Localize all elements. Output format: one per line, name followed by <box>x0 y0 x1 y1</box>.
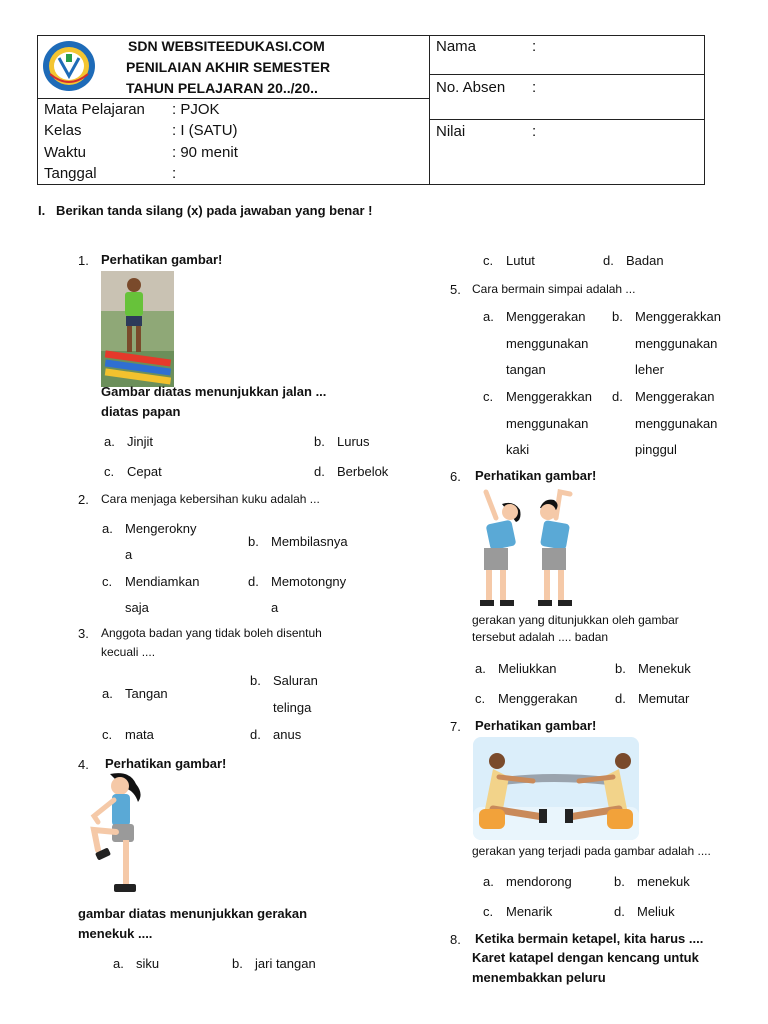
q3-option-b-line1[interactable]: Saluran <box>273 673 318 688</box>
q4-option-c[interactable]: Lutut <box>506 253 535 268</box>
q2-option-a-line2[interactable]: a <box>125 547 133 562</box>
q5-option-b-line3[interactable]: leher <box>635 362 664 377</box>
q4-option-a[interactable]: siku <box>136 956 160 971</box>
q8-line3: menembakkan peluru <box>472 970 606 985</box>
q6-option-a[interactable]: Meliukkan <box>498 661 557 676</box>
q3-option-a-letter: a. <box>102 686 113 701</box>
q7-option-a[interactable]: mendorong <box>506 874 572 889</box>
q7-option-c-letter: c. <box>483 904 494 919</box>
q5-option-c-letter: c. <box>483 389 494 404</box>
q4-knee-lift-image <box>80 772 152 904</box>
instruction: I. Berikan tanda silang (x) pada jawaban yang benar ! <box>38 203 373 218</box>
q5-option-b-line1[interactable]: Menggerakkan <box>635 309 721 324</box>
q2-option-b[interactable]: Membilasnya <box>271 534 348 549</box>
q3-number: 3. <box>78 626 89 641</box>
q7-prompt: Perhatikan gambar! <box>475 718 597 733</box>
field-label-date: Tanggal <box>44 165 97 182</box>
q7-option-d-letter: d. <box>614 904 625 919</box>
q4-option-b[interactable]: jari tangan <box>255 956 316 971</box>
q5-option-d-line3[interactable]: pinggul <box>635 442 677 457</box>
q6-option-a-letter: a. <box>475 661 486 676</box>
q6-option-b-letter: b. <box>615 661 626 676</box>
q3-option-b-letter: b. <box>250 673 261 688</box>
q3-prompt-line1: Anggota badan yang tidak boleh disentuh <box>101 626 322 640</box>
q4-text-line2: menekuk .... <box>78 926 153 941</box>
q6-number: 6. <box>450 469 461 484</box>
q1-text-line2: diatas papan <box>101 404 181 419</box>
field-value-time: : 90 menit <box>172 144 238 161</box>
q7-option-c[interactable]: Menarik <box>506 904 553 919</box>
q1-option-a-letter: a. <box>104 434 115 449</box>
q4-option-a-letter: a. <box>113 956 124 971</box>
q3-option-a[interactable]: Tangan <box>125 686 168 701</box>
school-name: SDN WEBSITEEDUKASI.COM <box>128 38 325 54</box>
school-logo-icon <box>42 40 96 92</box>
q4-option-b-letter: b. <box>232 956 243 971</box>
q5-option-d-line2[interactable]: menggunakan <box>635 416 718 431</box>
q1-prompt: Perhatikan gambar! <box>101 252 223 267</box>
q2-option-d-line1[interactable]: Memotongny <box>271 574 347 589</box>
q5-prompt: Cara bermain simpai adalah ... <box>472 282 636 296</box>
q1-option-b-letter: b. <box>314 434 325 449</box>
q1-option-a[interactable]: Jinjit <box>127 434 154 449</box>
header-divider-left <box>37 98 429 99</box>
q6-option-b[interactable]: Menekuk <box>638 661 691 676</box>
field-value-subject: : PJOK <box>172 101 220 118</box>
q8-line1: Ketika bermain ketapel, kita harus .... <box>475 931 704 946</box>
q7-option-b-letter: b. <box>614 874 625 889</box>
q4-number: 4. <box>78 757 89 772</box>
q6-text-line1: gerakan yang ditunjukkan oleh gambar <box>472 613 679 627</box>
field-label-name: Nama <box>436 38 477 55</box>
q6-text-line2: tersebut adalah .... badan <box>472 630 609 644</box>
field-label-score: Nilai <box>436 123 466 140</box>
q7-option-a-letter: a. <box>483 874 494 889</box>
q6-side-bend-image <box>472 488 592 610</box>
q2-option-d-line2[interactable]: a <box>271 600 279 615</box>
q1-option-d[interactable]: Berbelok <box>337 464 389 479</box>
q3-option-d-letter: d. <box>250 727 261 742</box>
q7-option-b[interactable]: menekuk <box>637 874 690 889</box>
header-divider-vertical <box>429 35 430 184</box>
q1-option-d-letter: d. <box>314 464 325 479</box>
q2-number: 2. <box>78 492 89 507</box>
q6-option-c[interactable]: Menggerakan <box>498 691 578 706</box>
q4-option-d-letter: d. <box>603 253 614 268</box>
q7-number: 7. <box>450 719 461 734</box>
q5-option-a-line2[interactable]: menggunakan <box>506 336 589 351</box>
q4-prompt: Perhatikan gambar! <box>105 756 227 771</box>
exam-title: PENILAIAN AKHIR SEMESTER <box>126 59 331 75</box>
q5-option-a-line3[interactable]: tangan <box>506 362 546 377</box>
q2-option-d-letter: d. <box>248 574 259 589</box>
q5-option-d-letter: d. <box>612 389 623 404</box>
q5-option-a-letter: a. <box>483 309 494 324</box>
q5-option-d-line1[interactable]: Menggerakan <box>635 389 715 404</box>
q2-option-c-line1[interactable]: Mendiamkan <box>125 574 200 589</box>
q3-option-b-line2[interactable]: telinga <box>273 700 312 715</box>
q2-option-b-letter: b. <box>248 534 259 549</box>
q2-option-c-letter: c. <box>102 574 113 589</box>
q2-option-a-letter: a. <box>102 521 113 536</box>
q7-option-d[interactable]: Meliuk <box>637 904 675 919</box>
q3-option-d[interactable]: anus <box>273 727 302 742</box>
field-label-absen: No. Absen <box>436 79 506 96</box>
field-label-subject: Mata Pelajaran <box>44 101 145 118</box>
q2-option-a-line1[interactable]: Mengerokny <box>125 521 197 536</box>
q8-number: 8. <box>450 932 461 947</box>
q6-option-d[interactable]: Memutar <box>638 691 690 706</box>
q5-number: 5. <box>450 282 461 297</box>
field-value-class: : I (SATU) <box>172 122 238 139</box>
q8-line2: Karet katapel dengan kencang untuk <box>472 950 699 965</box>
field-value-score: : <box>532 123 537 140</box>
field-value-date: : <box>172 165 177 182</box>
q3-prompt-line2: kecuali .... <box>101 645 156 659</box>
q7-text: gerakan yang terjadi pada gambar adalah .... <box>472 844 711 858</box>
q2-option-c-line2[interactable]: saja <box>125 600 149 615</box>
q6-prompt: Perhatikan gambar! <box>475 468 597 483</box>
q2-prompt: Cara menjaga kebersihan kuku adalah ... <box>101 492 320 506</box>
q5-option-c-line3[interactable]: kaki <box>506 442 530 457</box>
q4-option-d[interactable]: Badan <box>626 253 664 268</box>
q5-option-a-line1[interactable]: Menggerakan <box>506 309 586 324</box>
q7-pulling-exercise-image <box>473 737 639 840</box>
field-label-time: Waktu <box>44 144 86 161</box>
q6-option-d-letter: d. <box>615 691 626 706</box>
q1-balance-board-image <box>101 271 174 387</box>
q1-text-line1: Gambar diatas menunjukkan jalan ... <box>101 384 327 399</box>
q5-option-b-letter: b. <box>612 309 623 324</box>
q5-option-c-line2[interactable]: menggunakan <box>506 416 589 431</box>
q4-option-c-letter: c. <box>483 253 494 268</box>
header-divider-right-2 <box>429 119 704 120</box>
academic-year: TAHUN PELAJARAN 20../20.. <box>126 80 318 96</box>
field-value-absen: : <box>532 79 537 96</box>
q6-option-c-letter: c. <box>475 691 486 706</box>
header-divider-right-1 <box>429 74 704 75</box>
q1-option-c[interactable]: Cepat <box>127 464 162 479</box>
q1-number: 1. <box>78 253 89 268</box>
q5-option-c-line1[interactable]: Menggerakkan <box>506 389 592 404</box>
field-label-class: Kelas <box>44 122 82 139</box>
field-value-name: : <box>532 38 537 55</box>
q3-option-c[interactable]: mata <box>125 727 154 742</box>
q1-option-b[interactable]: Lurus <box>337 434 370 449</box>
q1-option-c-letter: c. <box>104 464 115 479</box>
q4-text-line1: gambar diatas menunjukkan gerakan <box>78 906 308 921</box>
q5-option-b-line2[interactable]: menggunakan <box>635 336 718 351</box>
q3-option-c-letter: c. <box>102 727 113 742</box>
